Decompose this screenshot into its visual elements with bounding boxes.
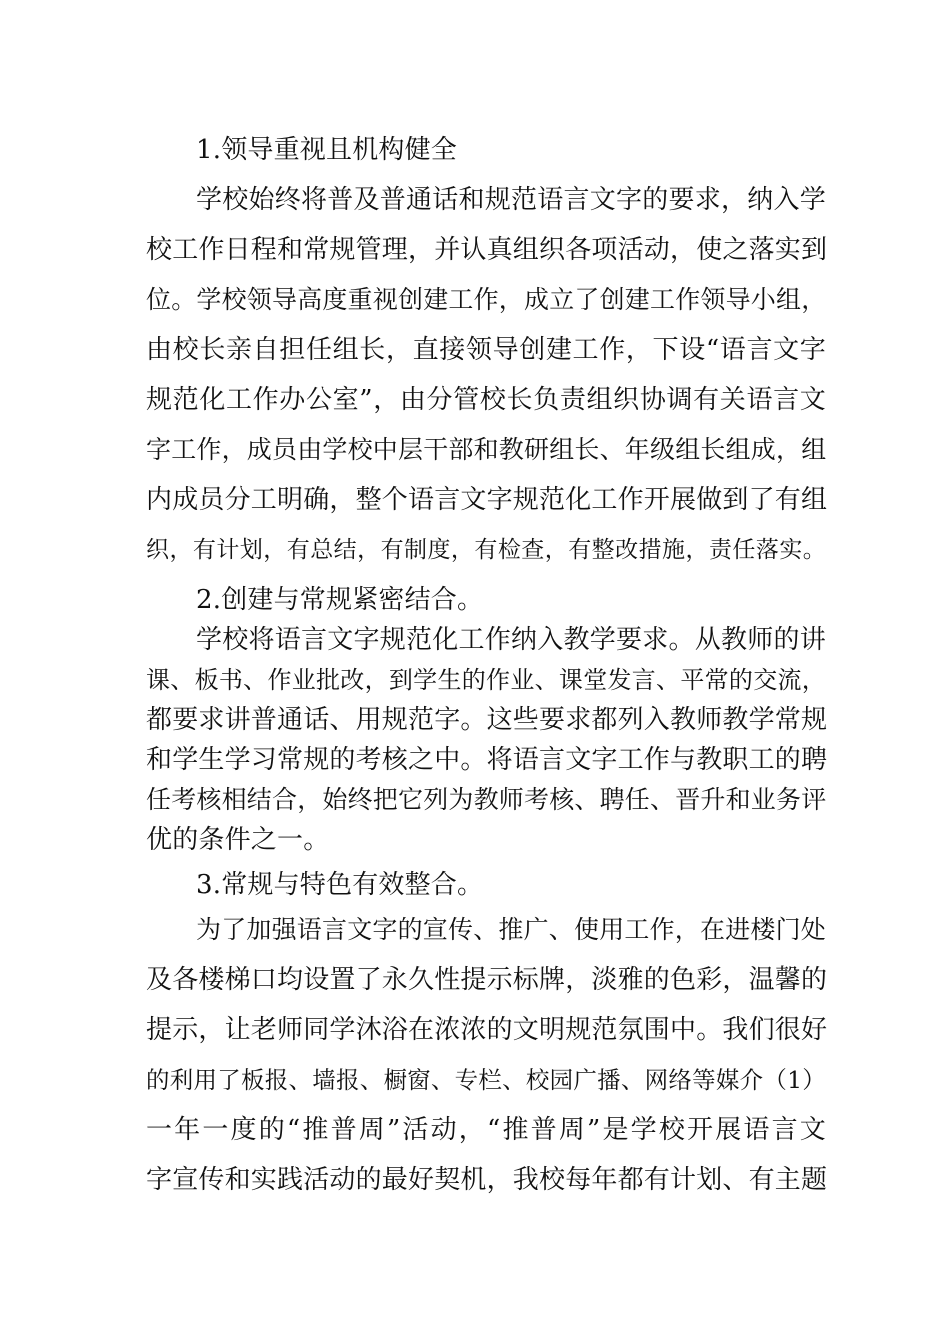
paragraph-line: 和学生学习常规的考核之中。将语言文字工作与教职工的聘 — [146, 745, 828, 775]
paragraph-line: 位。学校领导高度重视创建工作，成立了创建工作领导小组， — [146, 285, 827, 314]
paragraph-line: 课、板书、作业批改，到学生的作业、课堂发言、平常的交流， — [146, 666, 826, 694]
paragraph-line: 由校长亲自担任组长，直接领导创建工作，下设“语言文字 — [146, 335, 826, 365]
paragraph-line: 及各楼梯口均设置了永久性提示标牌，淡雅的色彩，温馨的 — [146, 965, 828, 995]
section-heading-3: 3.常规与特色有效整合。 — [196, 870, 484, 900]
paragraph-line: 字宣传和实践活动的最好契机，我校每年都有计划、有主题 — [146, 1165, 828, 1195]
paragraph-line: 字工作，成员由学校中层干部和教研组长、年级组长组成，组 — [146, 435, 827, 464]
paragraph-line: 校工作日程和常规管理，并认真组织各项活动，使之落实到 — [146, 235, 828, 265]
paragraph-line: 学校始终将普及普通话和规范语言文字的要求，纳入学 — [196, 185, 826, 215]
paragraph-line: 提示，让老师同学沐浴在浓浓的文明规范氛围中。我们很好 — [146, 1015, 828, 1045]
paragraph-line: 织，有计划，有总结，有制度，有检查，有整改措施，责任落实。 — [146, 537, 826, 563]
paragraph-line: 任考核相结合，始终把它列为教师考核、聘任、晋升和业务评 — [146, 785, 827, 814]
paragraph-line: 学校将语言文字规范化工作纳入教学要求。从教师的讲 — [196, 625, 826, 655]
paragraph-line: 规范化工作办公室”，由分管校长负责组织协调有关语言文 — [146, 385, 826, 415]
paragraph-line: 都要求讲普通话、用规范字。这些要求都列入教师教学常规 — [146, 705, 828, 735]
paragraph-line: 的利用了板报、墙报、橱窗、专栏、校园广播、网络等媒介（1） — [146, 1066, 826, 1094]
paragraph-line: 为了加强语言文字的宣传、推广、使用工作，在进楼门处 — [196, 915, 827, 944]
section-heading-2: 2.创建与常规紧密结合。 — [196, 585, 484, 615]
paragraph-line: 一年一度的“推普周”活动，“推普周”是学校开展语言文 — [146, 1115, 826, 1145]
paragraph-line: 优的条件之一。 — [146, 825, 330, 855]
paragraph-line: 内成员分工明确，整个语言文字规范化工作开展做到了有组 — [146, 485, 828, 515]
section-heading-1: 1.领导重视且机构健全 — [196, 135, 458, 165]
